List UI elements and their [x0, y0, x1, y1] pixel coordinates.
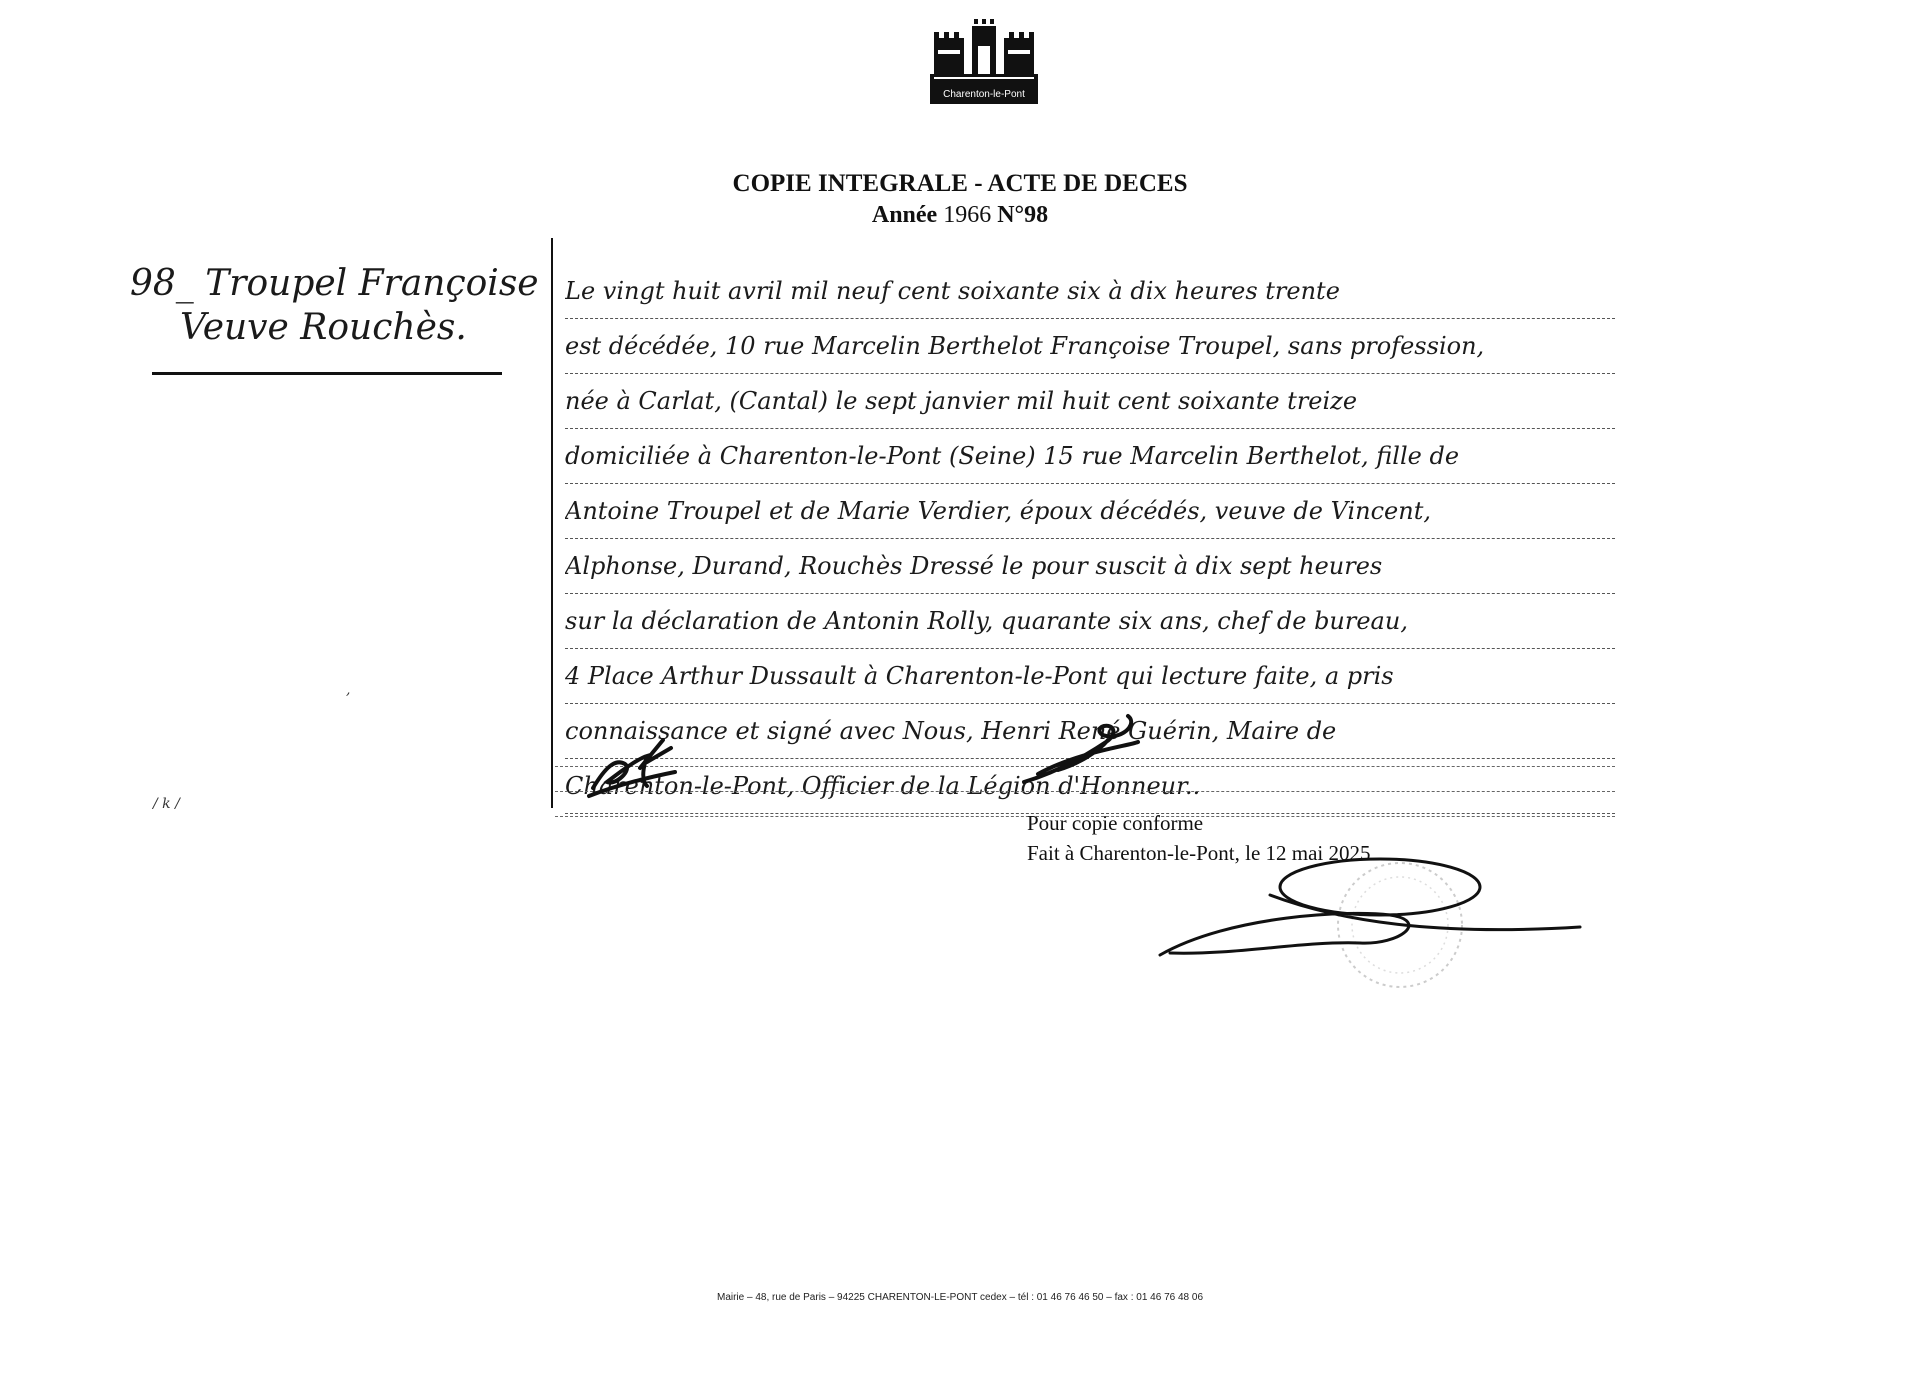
document-year-line	[0, 202, 1920, 229]
deed-line: connaissance et signé avec Nous, Henri René Guérin, Maire de	[565, 704, 1615, 759]
deed-line: Alphonse, Durand, Rouchès Dressé le pour suscit à dix sept heures	[565, 539, 1615, 594]
deed-line: domiciliée à Charenton-le-Pont (Seine) 15 rue Marcelin Berthelot, fille de	[565, 429, 1615, 484]
certification-line-2: Fait à Charenton-le-Pont, le 12 mai 2025	[1027, 841, 1371, 865]
deed-line: Le vingt huit avril mil neuf cent soixante six à dix heures trente	[565, 264, 1615, 319]
document-title: COPIE INTEGRALE - ACTE DE DECES	[732, 170, 1188, 197]
margin-note-line-1: 98_ Troupel Françoise	[130, 263, 539, 304]
logo-caption: Charenton-le-Pont	[930, 86, 1038, 104]
margin-note-line-2: Veuve Rouchès.	[180, 307, 467, 348]
stray-mark: ,	[346, 682, 351, 698]
column-divider	[551, 238, 553, 808]
deed-line: née à Carlat, (Cantal) le sept janvier mil huit cent soixante treize	[565, 374, 1615, 429]
footer-address: Mairie – 48, rue de Paris – 94225 CHARENTON-LE-PONT cedex – tél : 01 46 76 46 50 – fax : 01 46 76 48 06	[716, 1292, 1203, 1303]
deed-line: 4 Place Arthur Dussault à Charenton-le-Pont qui lecture faite, a pris	[565, 649, 1615, 704]
city-logo	[930, 16, 1038, 104]
margin-note	[130, 262, 550, 350]
deed-line: Antoine Troupel et de Marie Verdier, époux décédés, veuve de Vincent,	[565, 484, 1615, 539]
castle-icon	[930, 16, 1038, 86]
mayor-signature	[1018, 712, 1168, 792]
margin-divider	[152, 372, 502, 375]
deed-line: est décédée, 10 rue Marcelin Berthelot Françoise Troupel, sans profession,	[565, 319, 1615, 374]
year-value: 1966	[943, 202, 992, 228]
official-signature-and-stamp	[1150, 855, 1590, 1005]
declarant-signature	[585, 728, 695, 804]
certification-line-1: Pour copie conforme	[1027, 811, 1204, 835]
deed-line: sur la déclaration de Antonin Rolly, quarante six ans, chef de bureau,	[565, 594, 1615, 649]
stray-mark: / k /	[153, 796, 180, 812]
act-number: N°98	[997, 202, 1049, 228]
deed-line: Charenton-le-Pont, Officier de la Légion d'Honneur..	[565, 759, 1615, 814]
year-prefix: Année	[871, 202, 938, 228]
